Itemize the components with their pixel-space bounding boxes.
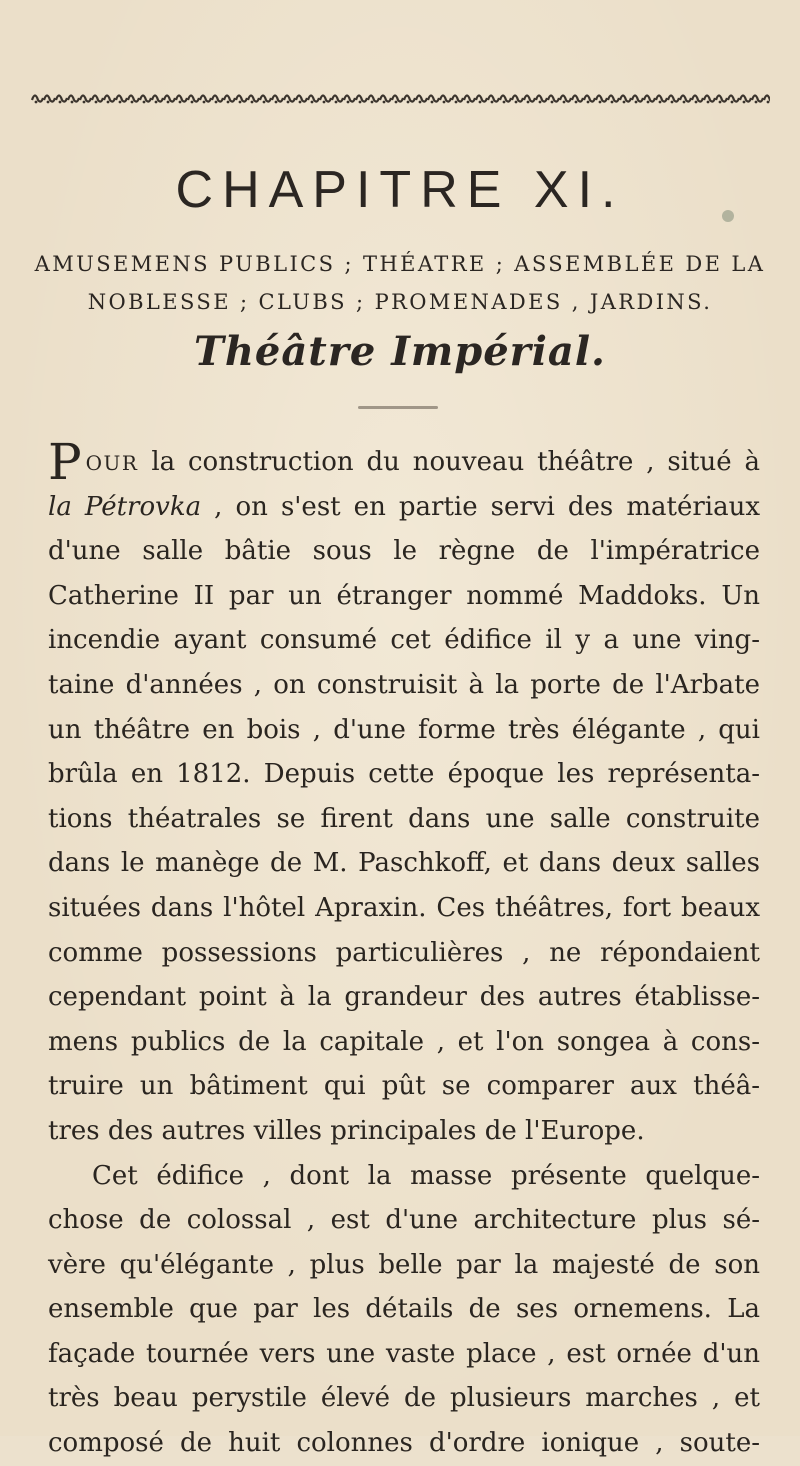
body-line-15: truire un bâtiment qui pût se comparer aux théâ- [48, 1071, 760, 1102]
chapter-title: CHAPITRE XI. [175, 161, 625, 219]
first-line-text: la construction du nouveau théâtre , situé à [138, 447, 760, 477]
body-line-18: chose de colossal , est d'une architecture plus sé- [48, 1205, 760, 1236]
body-line-7: un théâtre en bois , d'une forme très élégante , qui [48, 714, 760, 745]
body-line-13: cependant point à la grandeur des autres établisse- [48, 982, 760, 1013]
body-line-22: très beau perystile élevé de plusieurs marches , et [48, 1383, 760, 1414]
drop-cap: P [48, 433, 82, 491]
section-title: Théâtre Impérial. [194, 328, 606, 375]
body-line-20: ensemble que par les détails de ses ornemens. La [48, 1294, 760, 1325]
second-line-text: , on s'est en partie servi des matériaux [201, 491, 760, 522]
chapter-subtitle-line-2: NOBLESSE ; CLUBS ; PROMENADES , JARDINS. [87, 290, 713, 314]
first-word-smallcaps: OUR [85, 451, 139, 475]
body-line-21: façade tournée vers une vaste place , est ornée d'un [48, 1338, 760, 1369]
place-name-italic: la Pétrovka [48, 491, 202, 522]
body-line-5: incendie ayant consumé cet édifice il y a une ving- [48, 625, 760, 656]
body-line-23: composé de huit colonnes d'ordre ionique , soute- [48, 1428, 760, 1459]
chapter-subtitle-line-1: AMUSEMENS PUBLICS ; THÉATRE ; ASSEMBLÉE DE LA [34, 252, 766, 276]
body-text [48, 433, 760, 1466]
body-line-9: tions théatrales se firent dans une salle construite [48, 803, 760, 834]
body-line-19: vère qu'élégante , plus belle par la majesté de son [48, 1249, 760, 1280]
body-line-10: dans le manège de M. Paschkoff, et dans deux salles [48, 848, 760, 879]
body-line-14: mens publics de la capitale , et l'on songea à cons- [48, 1026, 760, 1057]
body-line-3: d'une salle bâtie sous le règne de l'impératrice [48, 536, 760, 567]
body-line-8: brûla en 1812. Depuis cette époque les représenta- [48, 759, 760, 790]
ornamental-header-rule [30, 86, 770, 108]
body-line-6: taine d'années , on construisit à la porte de l'Arbate [48, 669, 760, 700]
body-line-17: Cet édifice , dont la masse présente quelque- [92, 1160, 760, 1191]
body-line-2 [48, 485, 760, 530]
body-line-4: Catherine II par un étranger nommé Maddoks. Un [48, 580, 760, 611]
body-line-1 [48, 433, 760, 491]
body-lines [48, 529, 760, 1465]
body-line-12: comme possessions particulières , ne répondaient [48, 937, 760, 968]
section-divider [358, 406, 438, 409]
body-line-11: situées dans l'hôtel Apraxin. Ces théâtres, fort beaux [48, 892, 760, 923]
paper-stain-mark [722, 210, 734, 222]
body-line-16: tres des autres villes principales de l'Europe. [48, 1115, 645, 1146]
